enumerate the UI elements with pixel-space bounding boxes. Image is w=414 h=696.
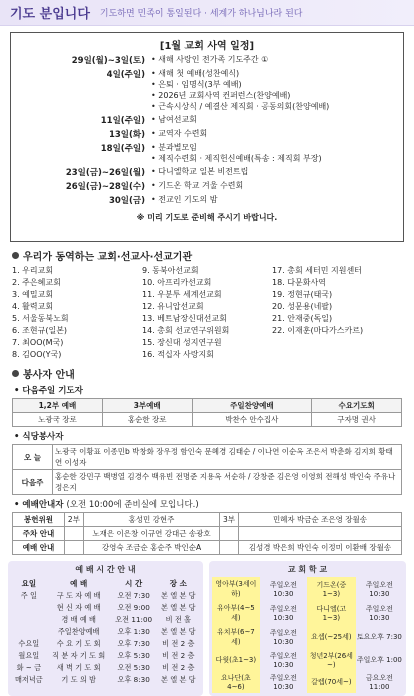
school-cell: 갈렙(70세~)	[307, 671, 356, 693]
food-label: 식당봉사자	[22, 432, 64, 442]
schedule-items	[151, 180, 403, 192]
schedule-item: • 새해 사랑인 전가족 기도주간 ①	[151, 54, 403, 65]
mission-item: 12. 유니압선교회	[142, 302, 204, 311]
worship-cell	[11, 614, 47, 626]
service-c2: 노재은 이은창 이규연 강대근 송광호	[83, 527, 219, 541]
service-title: • 예배안내자 (오전 10:00에 준비실에 모입니다.)	[14, 500, 199, 510]
mission-item: 15. 장신대 성지연구원	[142, 338, 222, 347]
schedule-item: • 근속시상식 / 예결산 제직회 · 공동의회(찬양예배)	[151, 101, 403, 112]
prayer-cell: 구자명 권사	[312, 413, 402, 427]
schedule-item: • 분과별모임	[151, 142, 403, 153]
worship-table	[11, 577, 200, 686]
worship-cell: 오후 8:30	[117, 675, 150, 684]
food-names: 홍순한 강민구 백병열 김경수 백유빈 전명준 지용옥 서순하 / 강창준 김은영 이영희 전해성 박인숙 주유나 정은지	[53, 470, 402, 495]
prayer-header: 주일찬양예배	[192, 399, 312, 413]
mission-item: 21. 안재중(독일)	[272, 314, 333, 323]
worship-cell: 오전 9:00	[117, 603, 150, 612]
school-cell: 주일오전 10:30	[365, 605, 393, 622]
school-cell: 주일오전 10:30	[269, 605, 297, 622]
service-c4: 민혜자 박금순 조은영 장월송	[238, 513, 401, 527]
schedule-date: 23일(금)~26일(월)	[65, 168, 145, 178]
worship-box	[8, 561, 203, 696]
schedule-date: 30일(금)	[108, 196, 145, 206]
worship-cell: 오후 7:30	[117, 639, 150, 648]
school-box	[209, 561, 406, 696]
schedule-rows	[11, 54, 403, 206]
worship-row	[11, 590, 200, 602]
schedule-item: • 남여선교회	[151, 114, 403, 125]
schedule-items	[151, 68, 403, 112]
schedule-item: • 기드온 학교 겨울 수련회	[151, 180, 403, 191]
worship-cell: 기 도 의 밤	[61, 675, 96, 684]
mission-item	[272, 349, 402, 360]
service-c3: 3부	[220, 513, 239, 527]
school-cell: 요셉(~25세)	[307, 625, 356, 649]
school-cell: 주일오전 10:30	[269, 629, 297, 646]
mission-item: 16. 적십자 사랑지회	[142, 350, 214, 359]
missions-title: 우리가 동역하는 교회·선교사·선교기관	[23, 252, 193, 263]
schedule-note: ※ 미리 기도로 준비해 주시기 바랍니다.	[136, 213, 278, 222]
schedule-row	[11, 166, 403, 178]
service-c1	[65, 527, 84, 541]
school-row	[212, 649, 403, 671]
service-c4: 김성경 박은희 박인숙 이정미 이환배 장월송	[238, 541, 401, 555]
worship-cell: 오후 5:30	[117, 651, 150, 660]
mission-item: 14. 총회 선교연구위원회	[142, 326, 230, 335]
school-cell: 주일오전 10:30	[269, 652, 297, 669]
worship-cell: 오전 11:00	[115, 615, 153, 624]
worship-row	[11, 650, 200, 662]
worship-cell: 비 전 2 층	[162, 651, 195, 660]
worship-title: 예 배 시 간 안 내	[75, 565, 136, 574]
bottom-area	[8, 561, 406, 696]
worship-cell: 오전 5:30	[117, 663, 150, 672]
prayer-cell: 노광국 장로	[13, 413, 103, 427]
schedule-items	[151, 166, 403, 178]
worship-cell: 비 전 2 층	[162, 639, 195, 648]
worship-cell	[11, 626, 47, 638]
schedule-items	[151, 194, 403, 206]
schedule-row	[11, 180, 403, 192]
service-c2: 강영숙 조금순 홍순주 박인순A	[83, 541, 219, 555]
food-label: 다음주	[13, 470, 53, 495]
mission-item	[272, 337, 402, 348]
schedule-title: [1월 교회 사역 일정]	[159, 41, 255, 52]
food-title: • 식당봉사자	[14, 432, 64, 442]
banner-subtitle: 기도하면 민족이 통일된다 · 세계가 하나님나라 된다	[99, 9, 303, 19]
food-row	[13, 445, 402, 470]
service-row	[13, 527, 402, 541]
mission-item: 7. 최OO(M국)	[12, 338, 64, 347]
service-c3	[220, 541, 239, 555]
schedule-item: • 다니엘학교 일본 비전트립	[151, 166, 403, 177]
prayer-cell: 박찬수 안수집사	[192, 413, 312, 427]
worship-cell: 오후 1:30	[117, 627, 150, 636]
worship-cell: 본 엘 본 당	[160, 603, 196, 612]
schedule-items	[151, 114, 403, 126]
school-cell: 유아부(4~5세)	[212, 601, 260, 625]
mission-item: 20. 성문용(네팔)	[272, 302, 333, 311]
bullet-icon	[12, 252, 19, 259]
worship-row	[11, 614, 200, 626]
schedule-date: 4일(주일)	[106, 70, 145, 80]
mission-item: 11. 우분투 세계선교회	[142, 290, 222, 299]
service-label: 봉헌위원	[13, 513, 65, 527]
mission-item: 1. 우리교회	[12, 266, 54, 275]
schedule-date: 26일(금)~28일(수)	[65, 182, 145, 192]
schedule-item: • 전교인 기도의 밤	[151, 194, 403, 205]
schedule-items	[151, 54, 403, 66]
mission-item: 22. 이재훈(마다가스카르)	[272, 326, 364, 335]
mission-item: 6. 조현규(일본)	[12, 326, 68, 335]
worship-cell: 주일찬양예배	[57, 627, 100, 636]
worship-cell: 화 ~ 금	[16, 663, 42, 672]
schedule-row	[11, 194, 403, 206]
mission-item: 18. 다문화사역	[272, 278, 326, 287]
next-week-label: 다음주일 기도자	[22, 386, 83, 396]
food-table	[12, 444, 402, 495]
school-cell: 다윗(초1~3)	[212, 649, 260, 671]
worship-cell: 구 도 자 예 배	[56, 591, 101, 600]
banner-title: 기도 분입니다	[10, 7, 90, 22]
school-row	[212, 625, 403, 649]
service-c1	[65, 541, 84, 555]
schedule-row	[11, 128, 403, 140]
mission-item: 3. 예밀교회	[12, 290, 54, 299]
schedule-item: • 교역자 수련회	[151, 128, 403, 139]
school-row	[212, 671, 403, 693]
service-label: 예배 안내	[13, 541, 65, 555]
school-table	[212, 577, 403, 693]
mission-item: 5. 서울동북노회	[12, 314, 69, 323]
school-row	[212, 601, 403, 625]
prayer-cell: 홍순한 장로	[102, 413, 192, 427]
schedule-date: 29일(월)~3일(토)	[71, 56, 145, 66]
worship-cell: 비 전 2 층	[162, 663, 195, 672]
mission-item: 19. 정현규(태국)	[272, 290, 333, 299]
schedule-row	[11, 68, 403, 112]
schedule-item: • 은퇴 · 임명식(3부 예배)	[151, 79, 403, 90]
worship-cell: 오전 7:30	[117, 591, 150, 600]
worship-cell: 비 전 홀	[165, 615, 191, 624]
school-cell: 주일오전 10:30	[365, 581, 393, 598]
worship-row	[11, 602, 200, 614]
next-week-title: • 다음주일 기도자	[14, 386, 83, 396]
food-row	[13, 470, 402, 495]
worship-row	[11, 662, 200, 674]
mission-item: 13. 베트남장신대선교회	[142, 314, 227, 323]
worship-header: 요일	[21, 579, 37, 588]
header-banner	[0, 0, 414, 26]
worship-header: 장 소	[169, 579, 187, 588]
school-cell: 토요오후 7:30	[356, 633, 402, 641]
service-label: 예배안내자	[22, 500, 64, 510]
service-label: 주차 안내	[13, 527, 65, 541]
volunteer-heading	[12, 366, 404, 381]
service-table	[12, 512, 402, 555]
schedule-date: 11일(주일)	[100, 116, 145, 126]
food-label: 오 늘	[13, 445, 53, 470]
schedule-item: • 제직수련회 · 제직헌신예배(특송 : 제직회 부장)	[151, 153, 403, 164]
worship-row	[11, 626, 200, 638]
mission-item: 10. 아프리카선교회	[142, 278, 212, 287]
schedule-date: 13일(화)	[108, 130, 145, 140]
missions-heading	[12, 248, 404, 263]
worship-cell: 수 요 기 도 회	[56, 639, 101, 648]
schedule-row	[11, 142, 403, 164]
service-c1: 2부	[65, 513, 84, 527]
service-note: (오전 10:00에 준비실에 모입니다.)	[66, 500, 199, 510]
mission-item: 4. 활력교회	[12, 302, 54, 311]
school-row	[212, 577, 403, 601]
schedule-item: • 2026년 교회사역 컨퍼런스(찬양예배)	[151, 90, 403, 101]
prayer-header: 1,2부 예배	[13, 399, 103, 413]
bullet-icon	[12, 370, 19, 377]
worship-cell: 본 엘 본 당	[160, 591, 196, 600]
school-cell: 주일오전 10:30	[269, 581, 297, 598]
schedule-item: • 새해 첫 예배(성찬예식)	[151, 68, 403, 79]
mission-item: 2. 주은혜교회	[12, 278, 61, 287]
school-cell: 다니엘(고1~3)	[307, 601, 356, 625]
worship-cell: 직 분 자 기 도 회	[52, 651, 106, 660]
prayer-table	[12, 398, 402, 427]
worship-header: 예 배	[70, 579, 88, 588]
schedule-row	[11, 114, 403, 126]
mission-item: 8. 김OO(Y국)	[12, 350, 62, 359]
worship-cell: 주 일	[20, 591, 37, 600]
school-cell: 영아부(3세이하)	[212, 577, 260, 601]
worship-cell: 경 배 예 배	[61, 615, 96, 624]
service-c2: 홍성민 강현주	[83, 513, 219, 527]
worship-cell: 새 벽 기 도 회	[56, 663, 101, 672]
volunteer-title: 봉사자 안내	[23, 370, 75, 381]
worship-cell: 본 엘 본 당	[160, 675, 196, 684]
school-cell: 유치부(6~7세)	[212, 625, 260, 649]
worship-cell: 월요일	[18, 651, 40, 660]
worship-head-row	[11, 577, 200, 590]
service-c3	[220, 527, 239, 541]
worship-cell: 본 엘 본 당	[160, 627, 196, 636]
prayer-header: 수요기도회	[312, 399, 402, 413]
school-title: 교 회 학 교	[287, 565, 328, 574]
missions-list	[12, 265, 402, 360]
service-row	[13, 541, 402, 555]
mission-item: 17. 총회 세터민 지원센터	[272, 266, 362, 275]
worship-header: 시 간	[125, 579, 143, 588]
worship-cell: 현 신 자 예 배	[56, 603, 101, 612]
school-cell: 주일오전 10:30	[269, 674, 297, 691]
schedule-box	[10, 32, 404, 242]
school-cell: 금요오전 11:00	[365, 674, 393, 691]
schedule-date: 18일(주일)	[100, 144, 145, 154]
school-cell: 주일오후 1:00	[356, 656, 402, 664]
school-cell: 기드온(중1~3)	[307, 577, 356, 601]
worship-row	[11, 638, 200, 650]
mission-item: 9. 동북아선교회	[142, 266, 199, 275]
worship-cell: 수요일	[18, 639, 40, 648]
schedule-row	[11, 54, 403, 66]
schedule-items	[151, 142, 403, 164]
worship-cell	[11, 602, 47, 614]
schedule-items	[151, 128, 403, 140]
school-cell: 요나단(초4~6)	[212, 671, 260, 693]
food-names: 노광국 이황표 이종민b 박창화 장우정 함인숙 문혜경 김태순 / 이나연 이순옥 조은서 박춘화 김지희 황태연 이성자	[53, 445, 402, 470]
service-row	[13, 513, 402, 527]
school-cell: 청년2부(26세~)	[307, 649, 356, 671]
worship-row	[11, 674, 200, 686]
prayer-header: 3부예배	[102, 399, 192, 413]
worship-cell: 매저녁금	[14, 675, 43, 684]
service-c4	[238, 527, 401, 541]
